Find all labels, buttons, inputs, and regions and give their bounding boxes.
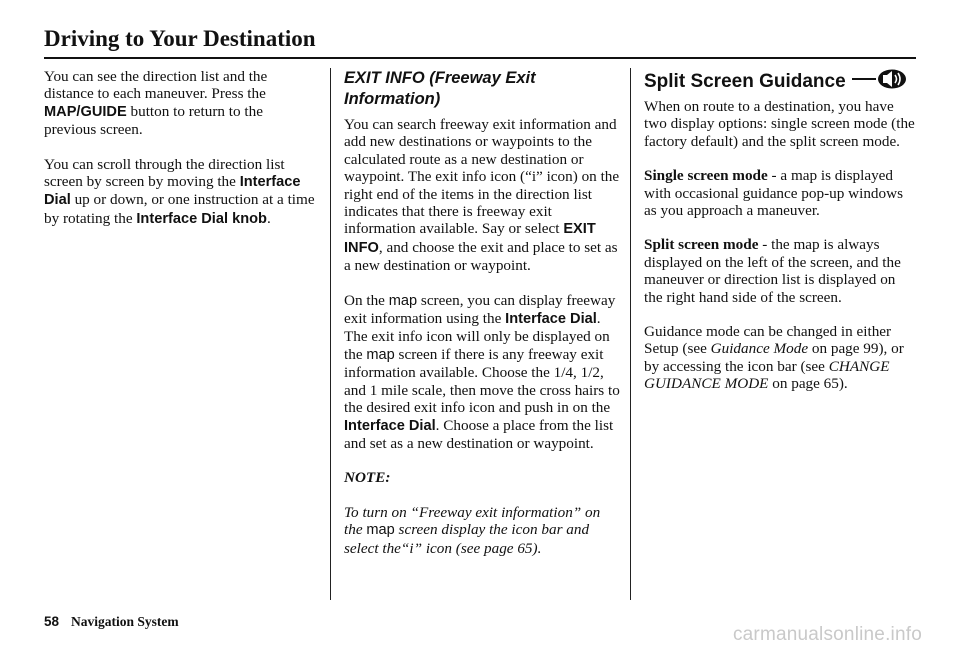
exit-info-label: EXIT INFO: [344, 221, 596, 256]
column-2: [344, 68, 620, 574]
footer-section: Navigation System: [71, 614, 179, 629]
map-screen-label: map: [388, 292, 418, 309]
title-rule: [44, 57, 916, 59]
paragraph-direction-list: You can see the direction list and the distance to each maneuver. Press the MAP/GUIDE button to return to the previous screen.: [44, 68, 268, 139]
page-footer: [44, 614, 179, 630]
guidance-mode-reference: Guidance Mode: [710, 340, 809, 358]
column-3: [644, 68, 916, 410]
note-label: NOTE:: [344, 469, 391, 487]
voice-command-icon: [850, 68, 908, 96]
paragraph-split-screen: Split screen mode - the map is always displayed on the left of the screen, and the maneuver or direction list is displayed on the right hand side of the screen.: [644, 236, 901, 306]
split-screen-heading: [644, 68, 916, 96]
interface-dial-label: Interface Dial: [505, 311, 597, 328]
interface-dial-label: Interface Dial: [44, 174, 301, 209]
paragraph-display-options: When on route to a destination, you have two display options: single screen mode (the factory default) and the split screen mode.: [644, 98, 915, 150]
column-1: [44, 68, 316, 245]
paragraph-exit-info: You can search freeway exit information and add new destinations or waypoints to the calculated route as a new destination or waypoint. The exit info icon (“i” icon) on the right end of the items in the direction list indicates that there is freeway exit information available. Say or select EXIT INFO, and choose the exit and place to set as a new destination or waypoint.: [344, 116, 620, 275]
map-screen-label: map: [366, 522, 395, 539]
paragraph-single-screen: Single screen mode - a map is displayed with occasional guidance pop-up windows as you approach a maneuver.: [644, 167, 903, 220]
change-guidance-mode-reference: CHANGE GUIDANCE MODE: [644, 357, 890, 393]
paragraph-guidance-mode: Guidance mode can be changed in either Setup (see Guidance Mode on page 99), or by accessing the icon bar (see CHANGE GUIDANCE MODE on page 65).: [644, 323, 904, 393]
map-guide-button-label: MAP/GUIDE: [44, 103, 127, 120]
page-number: 58: [44, 614, 60, 629]
split-screen-mode-term: Split screen mode: [644, 236, 759, 254]
paragraph-scroll: You can scroll through the direction list screen by screen by moving the Interface Dial up or down, or one instruction at a time by rotating the Interface Dial knob.: [44, 155, 315, 227]
note-text: To turn on “Freeway exit information” on the map screen display the icon bar and select the“i” icon (see page 65).: [344, 503, 601, 557]
paragraph-map-screen: On the map screen, you can display freeway exit information using the Interface Dial. The exit info icon will only be displayed on the map screen if there is any freeway exit information available. Choose the 1/4, 1/2, and 1 mile scale, then move the cross hairs to the desired exit info icon and push in on the Interface Dial. Choose a place from the list and set as a new destination or waypoint.: [344, 291, 620, 452]
split-screen-heading-text: Split Screen Guidance: [644, 71, 846, 92]
page-title: Driving to Your Destination: [44, 26, 316, 51]
single-screen-mode-term: Single screen mode: [644, 167, 768, 185]
exit-info-heading: EXIT INFO (Freeway Exit Information): [344, 69, 536, 108]
interface-dial-knob-label: Interface Dial knob: [136, 210, 267, 227]
map-screen-label: map: [366, 346, 395, 363]
column-divider-1: [330, 68, 331, 600]
interface-dial-label: Interface Dial: [344, 417, 436, 434]
watermark: carmanualsonline.info: [732, 624, 922, 645]
column-divider-2: [630, 68, 631, 600]
